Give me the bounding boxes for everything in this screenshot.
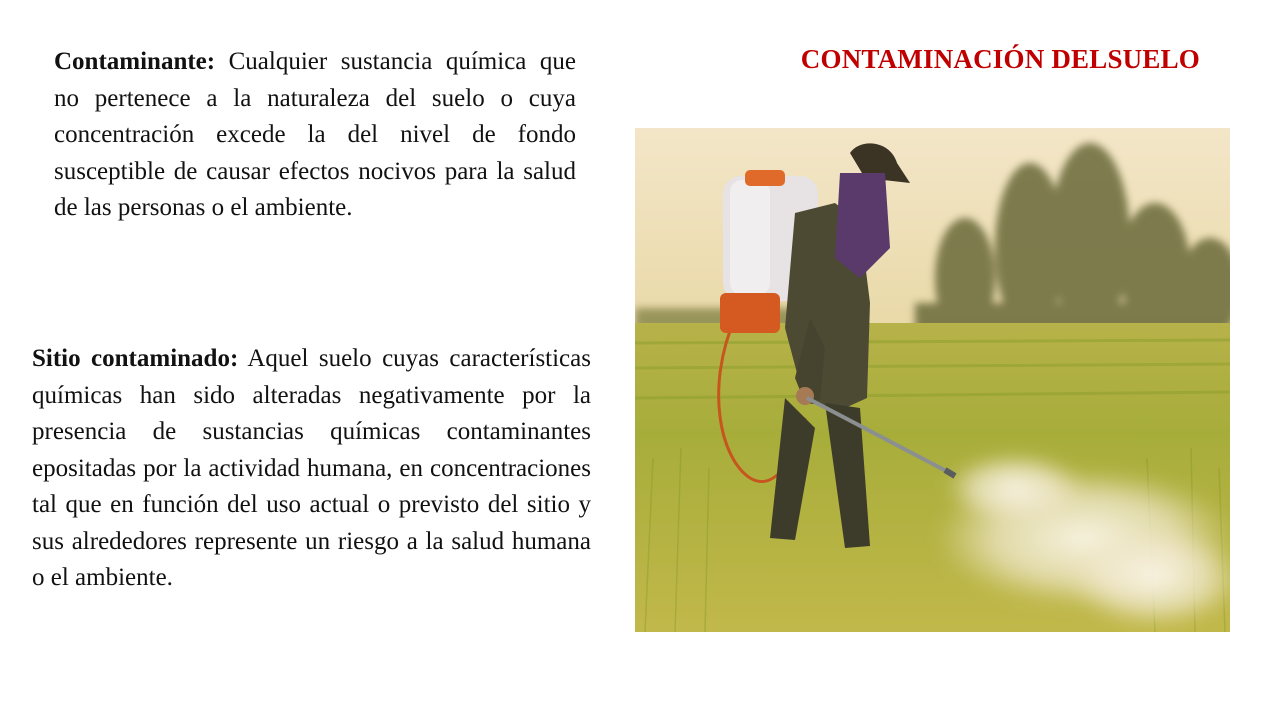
definition-term: Sitio contaminado: [32,345,239,372]
definition-text: Cualquier sustancia química que no pertenece a la naturaleza del suelo o cuya concentración excede la del nivel de fondo susceptible de causar efectos nocivos para la salud de las personas o el ambiente. [54,48,576,221]
definition-contaminante [54,44,576,227]
definition-term: Contaminante: [54,48,216,75]
slide-title: CONTAMINACIÓN DELSUELO [800,44,1200,74]
definition-text: Aquel suelo cuyas características químicas han sido alteradas negativamente por la presencia de sustancias químicas contaminantes epositadas por la actividad humana, en concentraciones tal que en función del uso actual o previsto del sitio y sus alrededores represente un riesgo a la salud humana o el ambiente. [32,345,591,591]
definition-sitio-contaminado [32,341,591,597]
pesticide-spraying-photo [635,128,1230,632]
